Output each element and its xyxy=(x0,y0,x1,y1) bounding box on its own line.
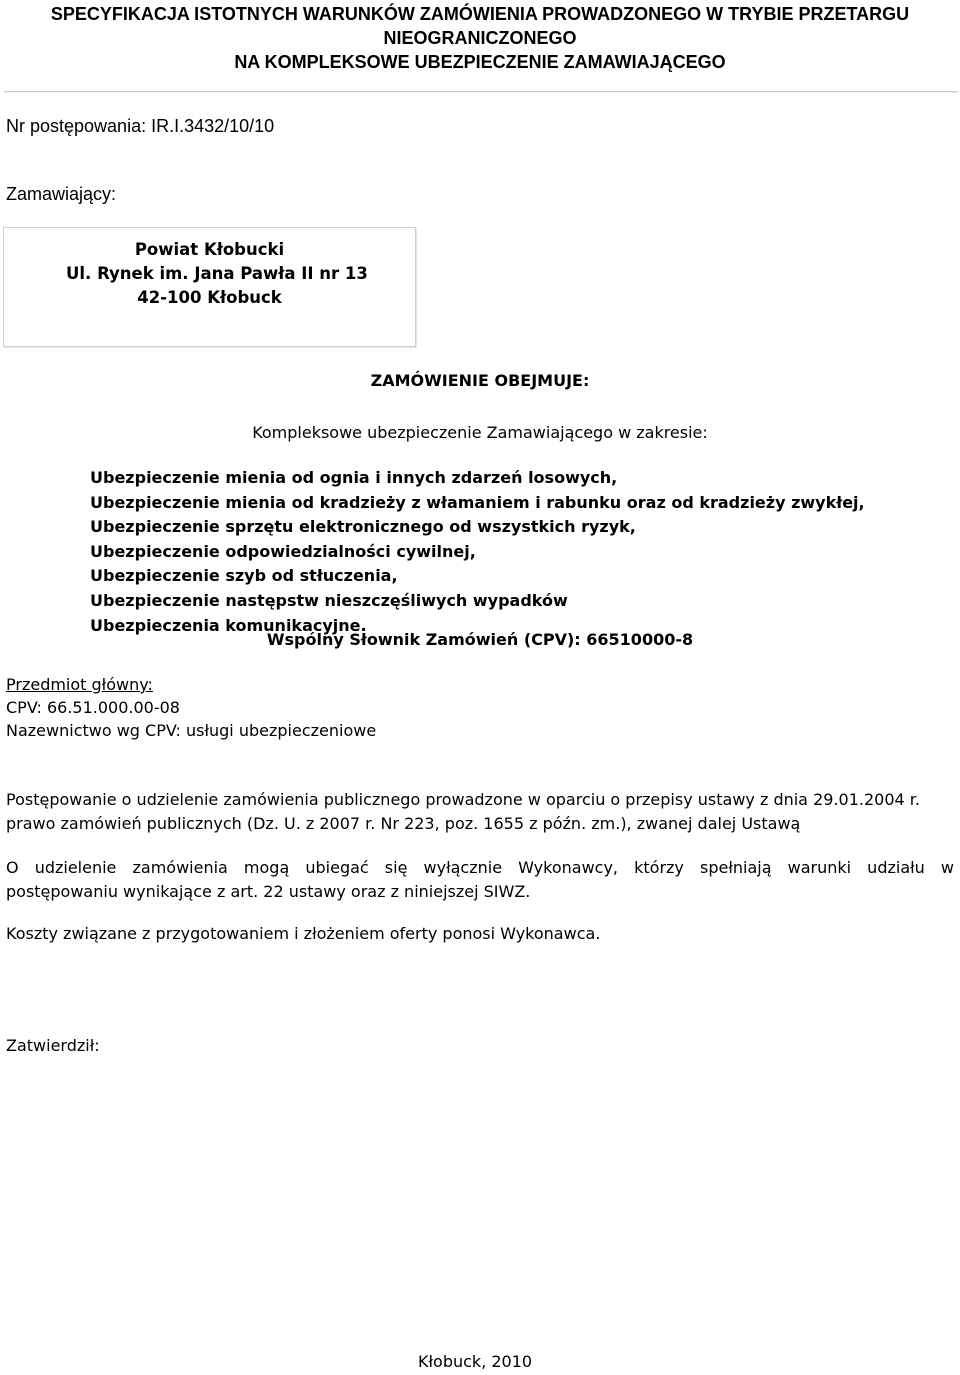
eligibility-line-2: postępowaniu wynikające z art. 22 ustawy oraz z niniejszej SIWZ. xyxy=(6,882,531,901)
header-divider xyxy=(4,91,958,93)
eligibility-word: się xyxy=(384,858,408,877)
subject-label: Przedmiot główny: xyxy=(6,675,153,694)
eligibility-word: spełniają xyxy=(699,858,772,877)
eligibility-word: mogą xyxy=(243,858,290,877)
scope-item: Ubezpieczenia komunikacyjne. xyxy=(90,615,367,635)
eligibility-word: warunki xyxy=(787,858,852,877)
scope-item: Ubezpieczenie sprzętu elektronicznego od wszystkich ryzyk, xyxy=(90,517,636,537)
eligibility-word: O xyxy=(6,858,19,877)
procedure-number: Nr postępowania: IR.I.3432/10/10 xyxy=(6,116,275,136)
scope-heading: ZAMÓWIENIE OBEJMUJE: xyxy=(370,371,590,390)
orderer-street-b: Jana Pawła II nr 13 xyxy=(194,264,368,283)
legal-basis-line-1: Postępowanie o udzielenie zamówienia publicznego prowadzone w oparciu o przepisy ustawy z dnia 29.01.2004 r. xyxy=(6,790,920,809)
scope-item: Ubezpieczenie mienia od kradzieży z włamaniem i rabunku oraz od kradzieży zwykłej, xyxy=(90,492,865,512)
eligibility-word: udziału xyxy=(867,858,925,877)
place-date: Kłobuck, 2010 xyxy=(418,1352,533,1371)
cpv-dictionary: Wspólny Słownik Zamówień (CPV): 66510000-8 xyxy=(266,630,694,649)
orderer-label: Zamawiający: xyxy=(6,184,117,204)
scope-item: Ubezpieczenie szyb od stłuczenia, xyxy=(90,566,398,586)
eligibility-word: wyłącznie xyxy=(423,858,503,877)
legal-basis-paragraph xyxy=(6,788,954,836)
subject-cpv: CPV: 66.51.000.00-08 xyxy=(6,698,180,717)
eligibility-word: zamówienia xyxy=(132,858,228,877)
eligibility-word: Wykonawcy, xyxy=(518,858,619,877)
eligibility-word: w xyxy=(940,858,954,877)
title-line-1: SPECYFIKACJA ISTOTNYCH WARUNKÓW ZAMÓWIENIA PROWADZONEGO W TRYBIE PRZETARGU xyxy=(50,4,910,24)
orderer-name: Powiat Kłobucki xyxy=(134,240,285,259)
title-line-3: NA KOMPLEKSOWE UBEZPIECZENIE ZAMAWIAJĄCEGO xyxy=(234,52,726,72)
costs-paragraph: Koszty związane z przygotowaniem i złożeniem oferty ponosi Wykonawca. xyxy=(6,924,601,943)
scope-item: Ubezpieczenie następstw nieszczęśliwych wypadków xyxy=(90,590,568,610)
approved-label: Zatwierdził: xyxy=(6,1036,100,1055)
scope-item: Ubezpieczenie mienia od ognia i innych zdarzeń losowych, xyxy=(90,468,618,487)
orderer-street xyxy=(66,263,477,285)
eligibility-word: ubiegać xyxy=(305,858,369,877)
legal-basis-line-2: prawo zamówień publicznych (Dz. U. z 2007 r. Nr 223, poz. 1655 z późn. zm.), zwanej dalej Ustawą xyxy=(6,814,801,833)
eligibility-word: udzielenie xyxy=(34,858,117,877)
subject-nomenclature: Nazewnictwo wg CPV: usługi ubezpieczeniowe xyxy=(6,721,377,740)
scope-intro: Kompleksowe ubezpieczenie Zamawiającego w zakresie: xyxy=(252,423,708,442)
eligibility-line-1 xyxy=(6,856,954,880)
orderer-address-box xyxy=(3,227,416,347)
orderer-street-a: Ul. Rynek im. xyxy=(66,264,189,283)
document-title xyxy=(0,2,960,74)
eligibility-word: którzy xyxy=(634,858,684,877)
scope-list xyxy=(90,466,865,638)
eligibility-paragraph xyxy=(6,856,954,904)
orderer-city: 42-100 Kłobuck xyxy=(137,288,282,307)
scope-item: Ubezpieczenie odpowiedzialności cywilnej, xyxy=(90,541,476,561)
title-line-2: NIEOGRANICZONEGO xyxy=(383,28,577,48)
